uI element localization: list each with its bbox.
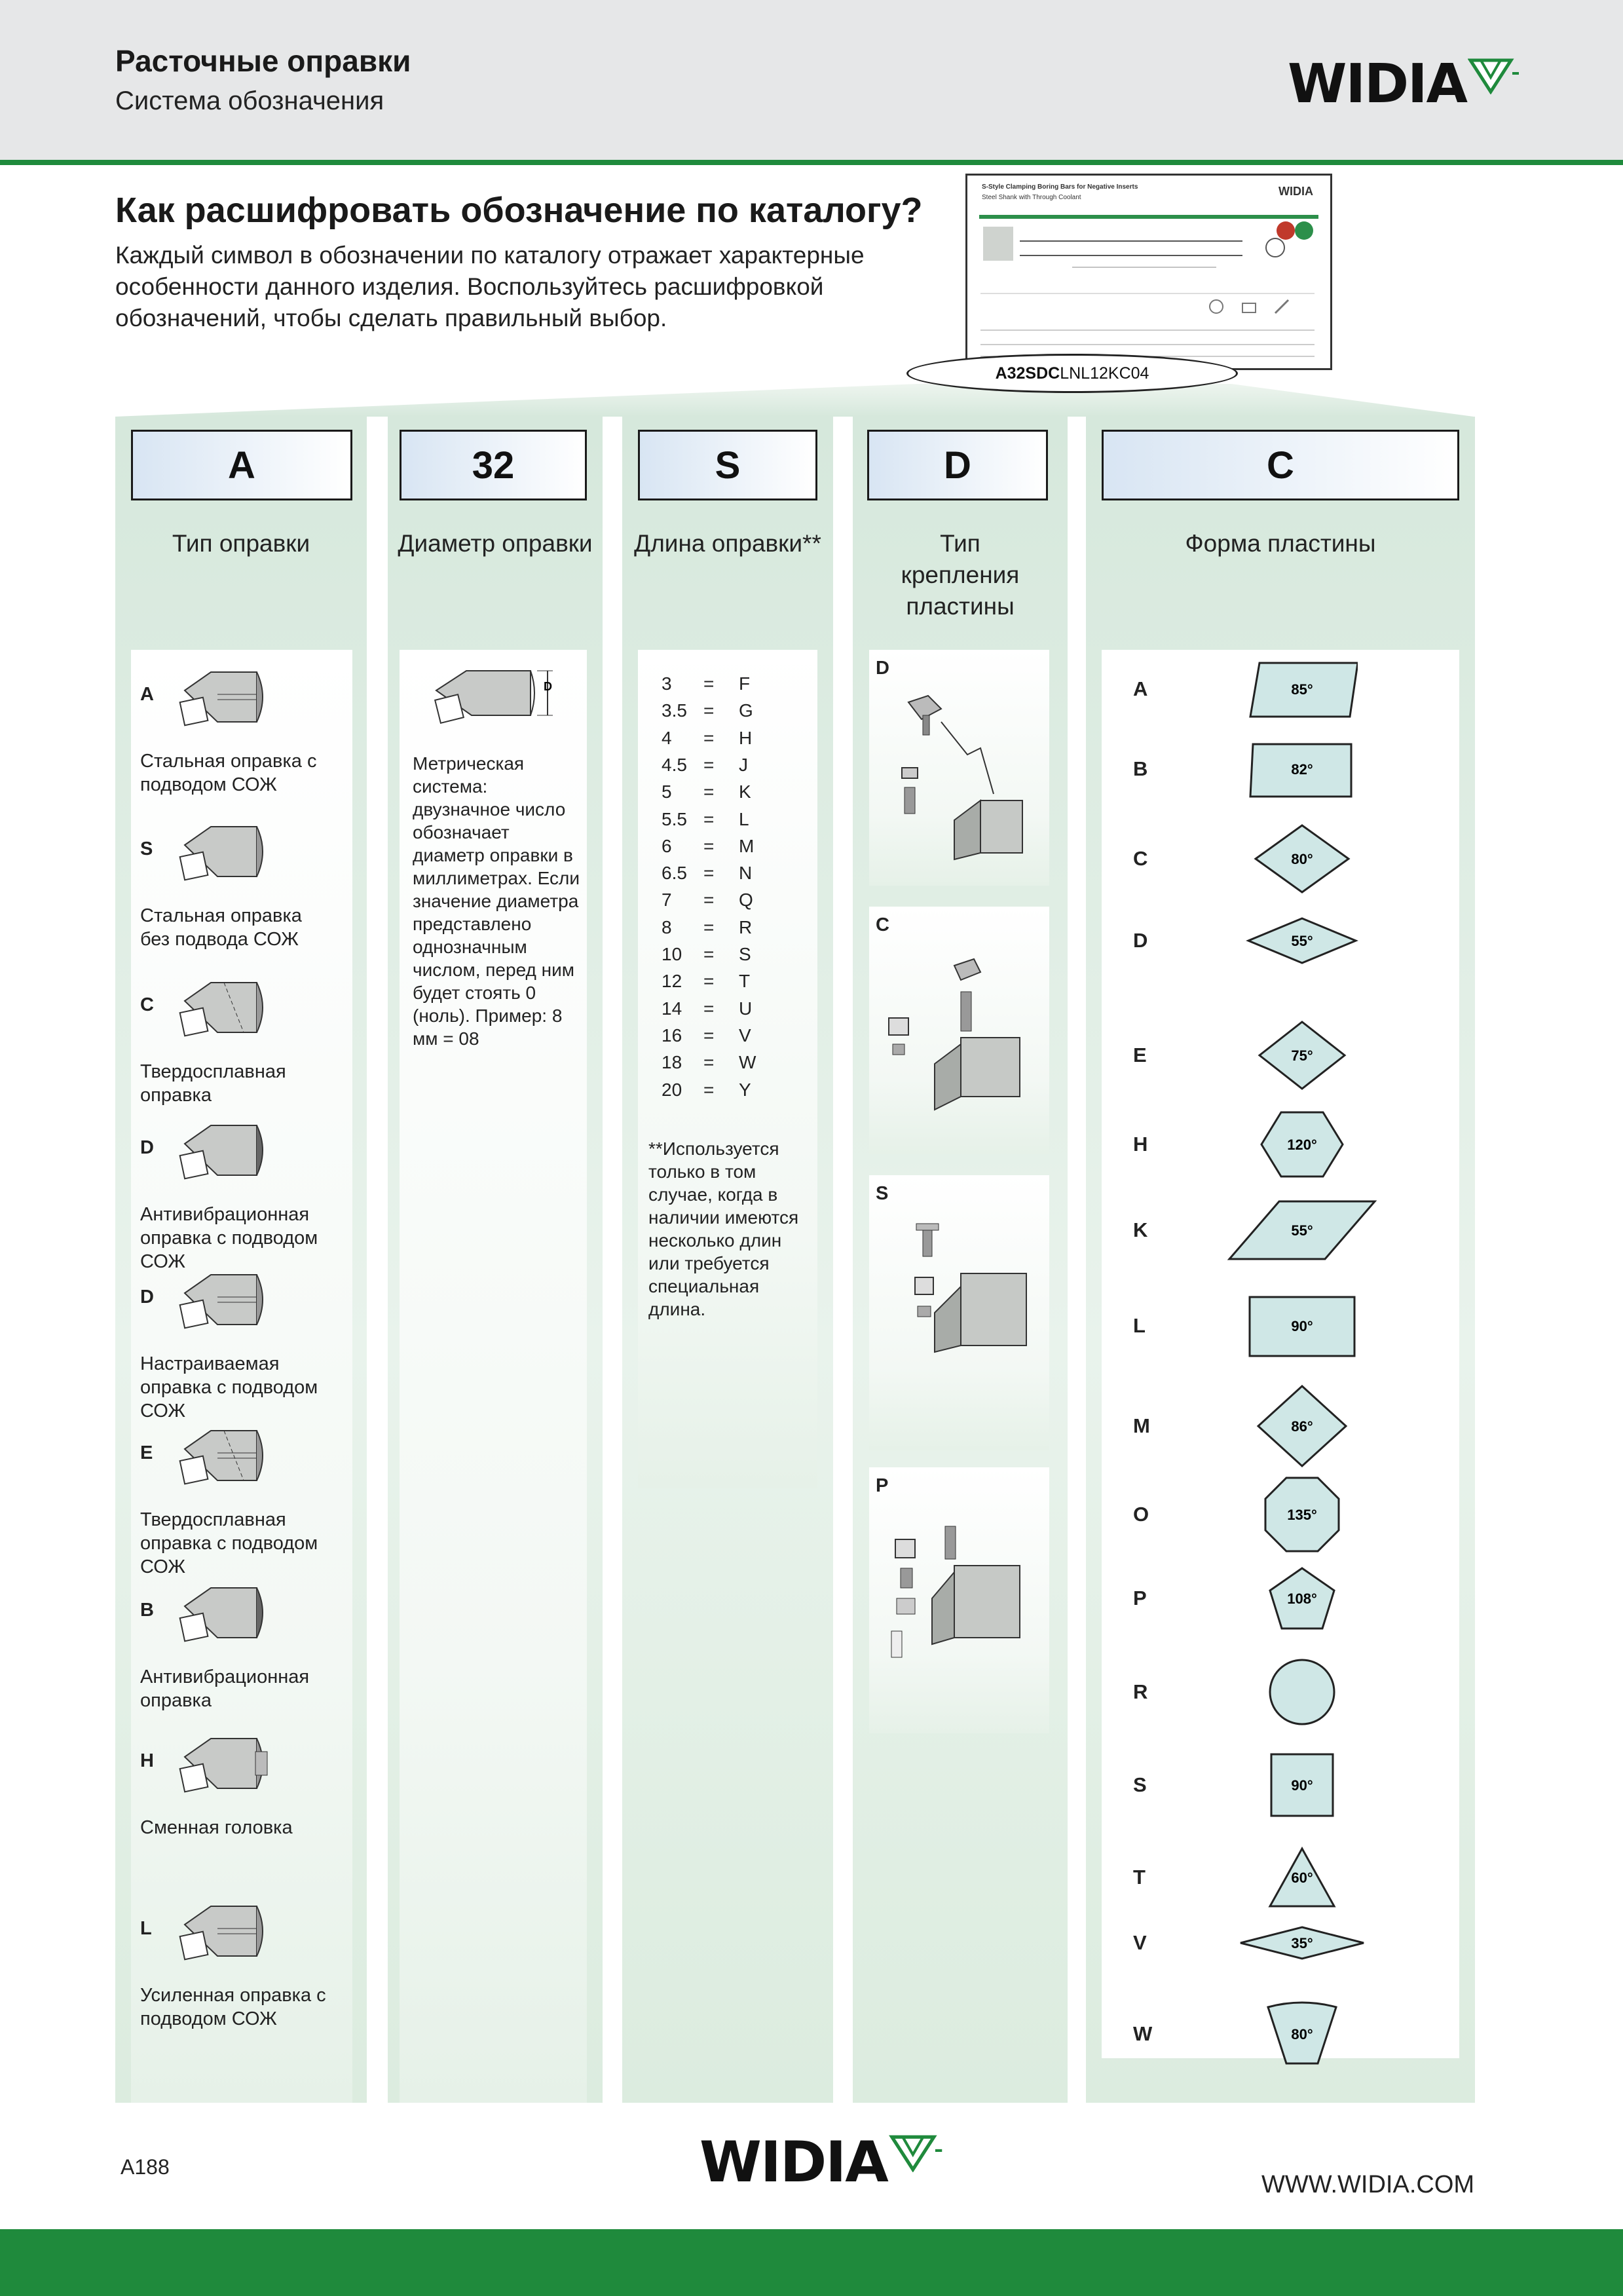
thumb-logo: WIDIA xyxy=(1278,185,1313,198)
widia-triangle-icon xyxy=(889,2132,944,2172)
length-row xyxy=(662,971,750,992)
insert-shape-angle: 60° xyxy=(1291,1870,1313,1886)
length-code: S xyxy=(739,944,751,964)
length-row xyxy=(662,890,753,911)
logo-text: WIDIA xyxy=(1288,53,1466,115)
clamp-panel-p xyxy=(869,1467,1049,1733)
bar-type-item xyxy=(140,1268,350,1421)
length-equals: = xyxy=(703,700,715,721)
bar-type-description: Стальная оправка без подвода СОЖ xyxy=(140,905,302,950)
length-code: U xyxy=(739,998,753,1019)
insert-shape-icon xyxy=(1237,1923,1368,1963)
insert-shape-angle: 55° xyxy=(1291,933,1313,949)
bar-type-description: Твердосплавная оправка с подводом СОЖ xyxy=(140,1509,318,1577)
length-value: 20 xyxy=(662,1079,682,1100)
length-equals: = xyxy=(703,781,715,802)
bar-type-item xyxy=(140,666,350,810)
heading-bar-type: Тип оправки xyxy=(172,530,310,557)
insert-shape-row xyxy=(1113,656,1454,722)
insert-shape-angle: 135° xyxy=(1287,1507,1317,1523)
bar-type-description: Стальная оправка с подводом СОЖ xyxy=(140,751,317,795)
bar-type-letter: L xyxy=(140,1918,152,1939)
length-code: W xyxy=(739,1052,756,1073)
page-number: A188 xyxy=(121,2155,170,2179)
length-code: V xyxy=(739,1025,751,1045)
insert-shape-letter: D xyxy=(1133,929,1148,952)
clamp-panel-s xyxy=(869,1175,1049,1450)
clamp-c-diagram xyxy=(882,946,1039,1142)
diameter-diagram xyxy=(432,662,563,734)
catalog-code-oval xyxy=(906,354,1238,393)
insert-shape-icon xyxy=(1266,1656,1338,1728)
code-box-diameter: 32 xyxy=(400,430,587,500)
catalog-thumbnail xyxy=(965,174,1332,370)
insert-shape-icon xyxy=(1266,1566,1338,1631)
footer-bar xyxy=(0,2229,1623,2296)
insert-shape-icon xyxy=(1243,1293,1361,1359)
header-divider xyxy=(0,160,1623,165)
code-box-length: S xyxy=(638,430,817,500)
insert-shape-row xyxy=(1113,1108,1454,1180)
bar-type-letter: E xyxy=(140,1442,153,1463)
length-row xyxy=(662,809,749,830)
clamp-s-diagram xyxy=(882,1214,1039,1411)
bar-type-icon xyxy=(178,1581,276,1647)
insert-shape-letter: L xyxy=(1133,1314,1146,1337)
insert-shape-angle: 108° xyxy=(1287,1590,1317,1607)
length-row xyxy=(662,755,748,776)
length-row xyxy=(662,998,752,1019)
length-value: 8 xyxy=(662,916,672,937)
bar-type-icon xyxy=(178,666,276,731)
length-equals: = xyxy=(703,673,715,694)
clamp-letter: D xyxy=(876,658,889,679)
length-row xyxy=(662,1080,751,1101)
bar-type-description: Твердосплавная оправка xyxy=(140,1061,286,1106)
insert-shape-row xyxy=(1113,1749,1454,1821)
length-row xyxy=(662,944,751,965)
insert-shape-icon xyxy=(1263,1998,1341,2070)
clamp-p-diagram xyxy=(882,1507,1039,1703)
length-row xyxy=(662,728,752,749)
thumb-title: S-Style Clamping Boring Bars for Negative Inserts xyxy=(982,183,1138,191)
insert-shape-icon xyxy=(1266,1749,1338,1821)
insert-shape-letter: A xyxy=(1133,677,1148,700)
bar-type-letter: H xyxy=(140,1750,154,1771)
insert-shape-letter: E xyxy=(1133,1044,1147,1066)
bar-type-description: Усиленная оправка с подводом СОЖ xyxy=(140,1985,326,2029)
length-equals: = xyxy=(703,944,715,964)
insert-shape-letter: R xyxy=(1133,1680,1148,1703)
length-row xyxy=(662,700,753,721)
insert-shape-angle: 90° xyxy=(1291,1318,1313,1334)
heading-clamping: Тип крепления пластины xyxy=(901,530,1020,620)
insert-shape-row xyxy=(1113,1019,1454,1091)
length-value: 3 xyxy=(662,673,672,694)
clamp-panel-c xyxy=(869,907,1049,1154)
insert-shape-row xyxy=(1113,1475,1454,1554)
insert-shape-row xyxy=(1113,1197,1454,1263)
insert-shape-angle: 80° xyxy=(1291,2026,1313,2042)
length-value: 16 xyxy=(662,1025,682,1045)
bar-type-item xyxy=(140,1119,350,1272)
bar-type-item xyxy=(140,976,350,1120)
length-row xyxy=(662,673,750,694)
insert-shape-icon xyxy=(1246,823,1358,895)
insert-shape-angle: 90° xyxy=(1291,1777,1313,1794)
bar-type-icon xyxy=(178,1268,276,1334)
length-row xyxy=(662,1025,751,1046)
clamp-letter: S xyxy=(876,1183,889,1204)
length-value: 5 xyxy=(662,781,672,802)
insert-shape-icon xyxy=(1266,1845,1338,1910)
bar-type-letter: D xyxy=(140,1287,154,1308)
clamp-letter: P xyxy=(876,1475,889,1496)
insert-shape-angle: 82° xyxy=(1291,761,1313,778)
length-note: **Используется только в том случае, когда в наличии имеются несколько длин или требуется специальная длина. xyxy=(648,1139,799,1319)
bar-type-icon xyxy=(178,1732,276,1797)
bar-type-letter: C xyxy=(140,994,154,1015)
bar-type-letter: A xyxy=(140,684,154,705)
length-value: 12 xyxy=(662,971,682,992)
bar-type-item xyxy=(140,1424,350,1577)
length-equals: = xyxy=(703,835,715,856)
length-value: 18 xyxy=(662,1052,682,1073)
length-value: 7 xyxy=(662,890,672,911)
bar-type-icon xyxy=(178,1119,276,1184)
insert-shape-letter: V xyxy=(1133,1931,1147,1954)
length-code: F xyxy=(739,673,751,694)
length-code: Q xyxy=(739,890,753,911)
insert-shape-letter: H xyxy=(1133,1133,1148,1156)
insert-shape-icon xyxy=(1227,1197,1377,1263)
length-equals: = xyxy=(703,916,715,937)
length-value: 3.5 xyxy=(662,700,687,721)
insert-shape-angle: 85° xyxy=(1291,681,1313,698)
length-row xyxy=(662,1052,756,1073)
insert-shape-angle: 86° xyxy=(1291,1418,1313,1435)
insert-shape-row xyxy=(1113,914,1454,967)
insert-shape-row xyxy=(1113,1923,1454,1963)
widia-triangle-icon xyxy=(1468,55,1520,94)
length-row xyxy=(662,863,752,884)
bar-type-icon xyxy=(178,820,276,886)
insert-shape-icon xyxy=(1253,1383,1351,1469)
length-equals: = xyxy=(703,890,715,911)
length-code: T xyxy=(739,971,751,992)
length-value: 4.5 xyxy=(662,754,687,775)
insert-shape-angle: 75° xyxy=(1291,1047,1313,1064)
insert-shape-row xyxy=(1113,1998,1454,2070)
length-equals: = xyxy=(703,808,715,829)
length-value: 10 xyxy=(662,944,682,964)
insert-shape-letter: T xyxy=(1133,1866,1146,1889)
insert-shape-icon xyxy=(1246,1019,1358,1091)
insert-shape-letter: W xyxy=(1133,2022,1153,2045)
length-value: 5.5 xyxy=(662,808,687,829)
length-code: M xyxy=(739,835,755,856)
bar-type-item xyxy=(140,1900,350,2044)
length-row xyxy=(662,781,751,802)
bar-type-letter: S xyxy=(140,838,153,859)
heading-insert-shape: Форма пластины xyxy=(1185,530,1376,557)
insert-shape-angle: 120° xyxy=(1287,1137,1317,1153)
intro-text: Каждый символ в обозначении по каталогу отражает характерные особенности данного изделия. Воспользуйтесь расшифровкой обозначений, чтобы сделать правильный выбор. xyxy=(115,242,865,331)
footer-logo xyxy=(700,2132,944,2193)
insert-shape-row xyxy=(1113,736,1454,802)
bar-type-description: Антивибрационная оправка xyxy=(140,1666,310,1711)
header-logo xyxy=(1288,55,1520,114)
insert-shape-angle: 55° xyxy=(1291,1222,1313,1239)
heading-length: Длина оправки** xyxy=(634,530,821,557)
insert-shape-row xyxy=(1113,823,1454,895)
insert-shape-row xyxy=(1113,1383,1454,1469)
footer-logo-text: WIDIA xyxy=(700,2130,887,2195)
code-box-insert-shape: C xyxy=(1102,430,1459,500)
bar-type-description: Сменная головка xyxy=(140,1817,293,1838)
bar-type-letter: B xyxy=(140,1600,154,1621)
length-code: H xyxy=(739,727,753,748)
code-bold-part: A32SDC xyxy=(995,364,1060,383)
website-url: WWW.WIDIA.COM xyxy=(1261,2171,1475,2198)
insert-shape-letter: K xyxy=(1133,1218,1148,1241)
insert-shape-angle: 35° xyxy=(1291,1935,1313,1951)
bar-type-icon xyxy=(178,1424,276,1490)
length-value: 14 xyxy=(662,998,682,1019)
bar-type-icon xyxy=(178,1900,276,1965)
length-value: 6 xyxy=(662,835,672,856)
length-equals: = xyxy=(703,754,715,775)
length-value: 4 xyxy=(662,727,672,748)
bar-type-item xyxy=(140,1732,350,1876)
insert-shape-letter: M xyxy=(1133,1414,1150,1437)
diameter-description: Метрическая система: двузначное число обозначает диаметр оправки в миллиметрах. Если значение диаметра представлено однозначным числом, перед ним будет стоять 0 (ноль). Пример: 8 мм = 08 xyxy=(413,753,580,1049)
length-code: N xyxy=(739,863,753,884)
insert-shape-angle: 80° xyxy=(1291,851,1313,867)
clamp-panel-d xyxy=(869,650,1049,886)
insert-shape-letter: S xyxy=(1133,1773,1147,1796)
bar-type-description: Антивибрационная оправка с подводом СОЖ xyxy=(140,1204,318,1272)
length-code: Y xyxy=(739,1079,751,1100)
length-row xyxy=(662,917,752,938)
heading-diameter: Диаметр оправки xyxy=(398,530,593,557)
length-code: J xyxy=(739,754,748,775)
length-value: 6.5 xyxy=(662,863,687,884)
thumb-subtitle: Steel Shank with Through Coolant xyxy=(982,194,1081,201)
insert-shape-letter: B xyxy=(1133,757,1148,780)
code-box-clamping: D xyxy=(867,430,1048,500)
length-code: R xyxy=(739,916,753,937)
code-box-type: A xyxy=(131,430,352,500)
clamp-letter: C xyxy=(876,914,889,935)
length-equals: = xyxy=(703,971,715,992)
insert-shape-icon xyxy=(1246,656,1358,722)
diameter-dim-label: D xyxy=(544,680,552,693)
length-code: G xyxy=(739,700,753,721)
insert-shape-letter: P xyxy=(1133,1587,1147,1609)
insert-shape-icon xyxy=(1246,736,1358,802)
insert-shape-icon xyxy=(1256,1108,1348,1180)
length-equals: = xyxy=(703,1079,715,1100)
insert-shape-letter: C xyxy=(1133,847,1148,870)
insert-shape-row xyxy=(1113,1656,1454,1728)
thumb-drawing xyxy=(967,176,1330,368)
insert-shape-row xyxy=(1113,1566,1454,1631)
clamp-d-diagram xyxy=(882,689,1039,873)
length-code: K xyxy=(739,781,751,802)
length-code: L xyxy=(739,808,749,829)
page-title: Расточные оправки xyxy=(115,44,411,78)
length-equals: = xyxy=(703,863,715,884)
bar-type-description: Настраиваемая оправка с подводом СОЖ xyxy=(140,1353,318,1421)
length-equals: = xyxy=(703,727,715,748)
bar-type-icon xyxy=(178,976,276,1042)
length-equals: = xyxy=(703,1025,715,1045)
length-equals: = xyxy=(703,998,715,1019)
bar-type-item xyxy=(140,820,350,964)
insert-shape-icon xyxy=(1263,1475,1341,1554)
code-rest-part: LNL12KC04 xyxy=(1060,364,1149,383)
insert-shape-letter: O xyxy=(1133,1503,1149,1526)
page-subtitle: Система обозначения xyxy=(115,86,384,115)
insert-shape-row xyxy=(1113,1293,1454,1359)
length-equals: = xyxy=(703,1052,715,1073)
intro-heading: Как расшифровать обозначение по каталогу? xyxy=(115,191,923,230)
bar-type-item xyxy=(140,1581,350,1725)
length-row xyxy=(662,836,754,857)
bar-type-letter: D xyxy=(140,1137,154,1158)
insert-shape-icon xyxy=(1243,914,1361,967)
insert-shape-row xyxy=(1113,1845,1454,1910)
